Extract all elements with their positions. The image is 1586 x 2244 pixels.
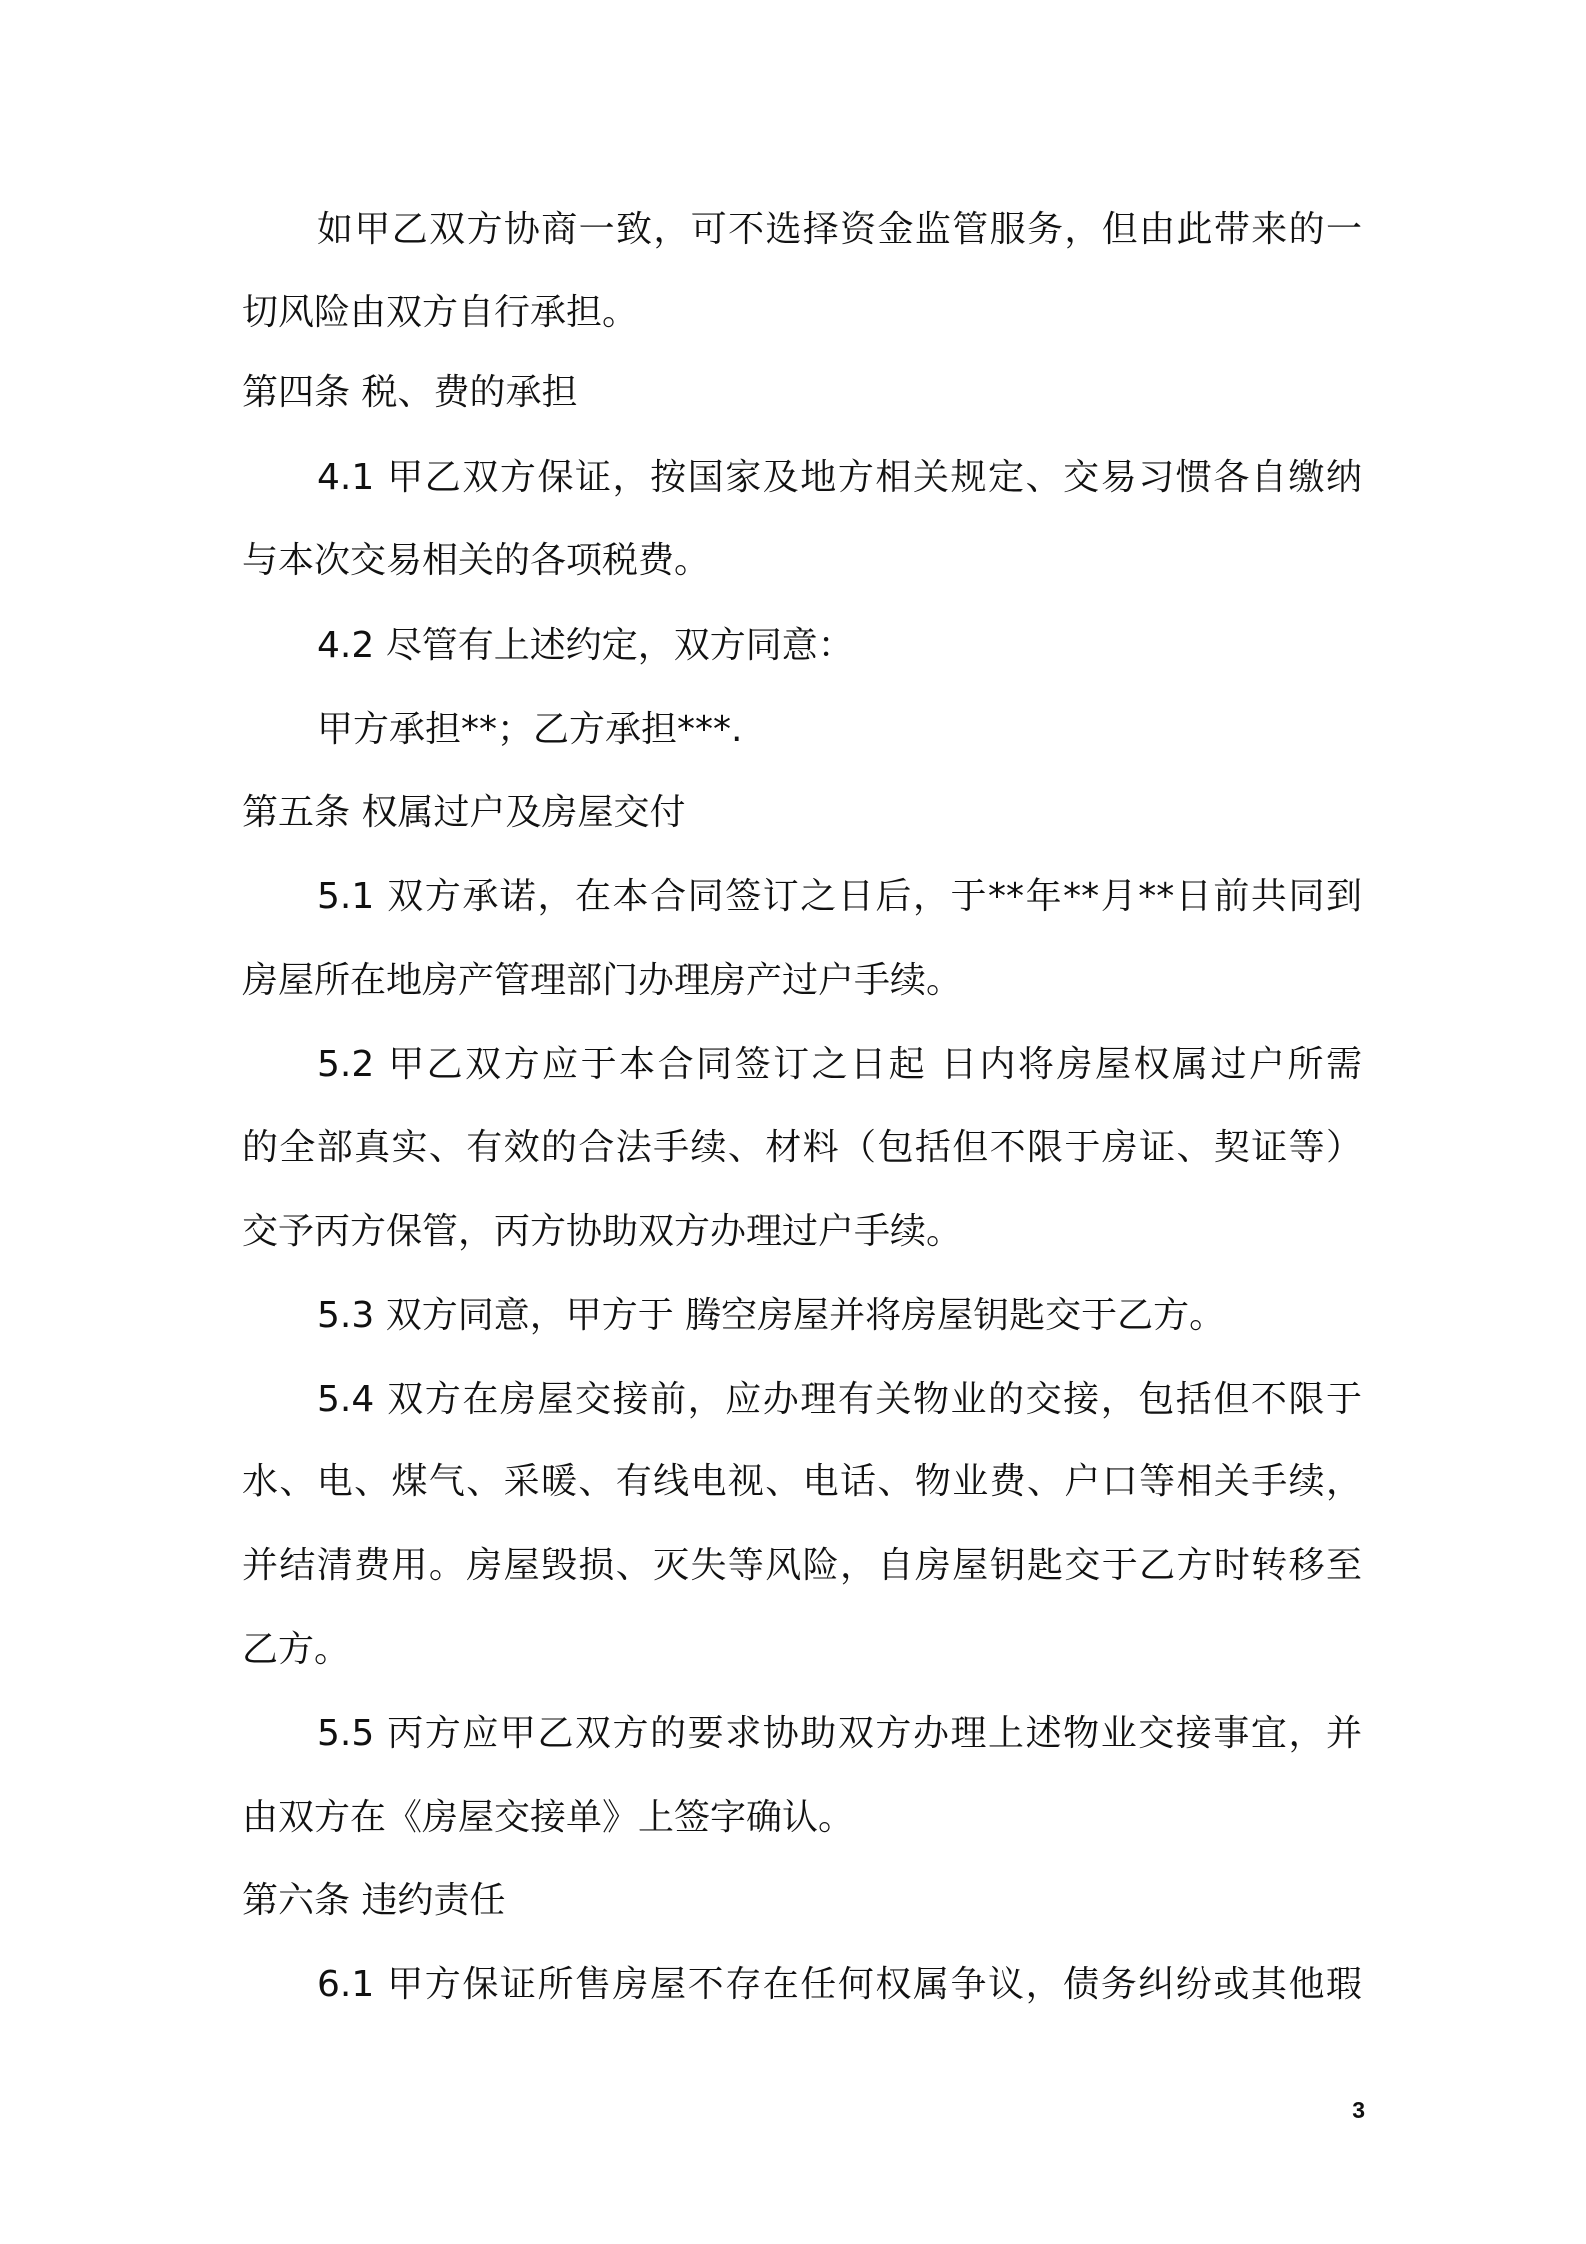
- text-line: 切风险由双方自行承担。: [242, 292, 639, 333]
- text-line: 并结清费用。房屋毁损、灭失等风险，自房屋钥匙交于乙方时转移至: [242, 1545, 1362, 1586]
- text-line: 5.2 甲乙双方应于本合同签订之日起 日内将房屋权属过户所需: [317, 1044, 1362, 1085]
- text-line: 5.3 双方同意，甲方于 腾空房屋并将房屋钥匙交于乙方。: [317, 1295, 1226, 1336]
- section-heading: 第六条 违约责任: [242, 1880, 506, 1921]
- section-heading: 第五条 权属过户及房屋交付: [242, 792, 686, 833]
- text-line: 房屋所在地房产管理部门办理房产过户手续。: [242, 960, 963, 1001]
- text-line: 水、电、煤气、采暖、有线电视、电话、物业费、户口等相关手续，: [242, 1461, 1362, 1502]
- text-line: 5.4 双方在房屋交接前，应办理有关物业的交接，包括但不限于: [317, 1379, 1362, 1420]
- page-number: 3: [1352, 2097, 1365, 2123]
- text-line: 5.1 双方承诺，在本合同签订之日后，于**年**月**日前共同到: [317, 876, 1362, 917]
- text-line: 由双方在《房屋交接单》上签字确认。: [242, 1797, 855, 1838]
- text-line: 甲方承担**；乙方承担***.: [317, 709, 743, 750]
- text-line: 乙方。: [242, 1629, 351, 1670]
- text-line: 交予丙方保管，丙方协助双方办理过户手续。: [242, 1211, 963, 1252]
- text-line: 4.1 甲乙双方保证，按国家及地方相关规定、交易习惯各自缴纳: [317, 457, 1362, 498]
- text-line: 6.1 甲方保证所售房屋不存在任何权属争议，债务纠纷或其他瑕: [317, 1964, 1362, 2005]
- section-heading: 第四条 税、费的承担: [242, 372, 578, 413]
- text-line: 的全部真实、有效的合法手续、材料（包括但不限于房证、契证等）: [242, 1127, 1362, 1168]
- text-line: 如甲乙双方协商一致，可不选择资金监管服务，但由此带来的一: [317, 209, 1362, 250]
- text-line: 与本次交易相关的各项税费。: [242, 540, 711, 581]
- text-line: 4.2 尽管有上述约定，双方同意：: [317, 625, 854, 666]
- text-line: 5.5 丙方应甲乙双方的要求协助双方办理上述物业交接事宜，并: [317, 1713, 1362, 1754]
